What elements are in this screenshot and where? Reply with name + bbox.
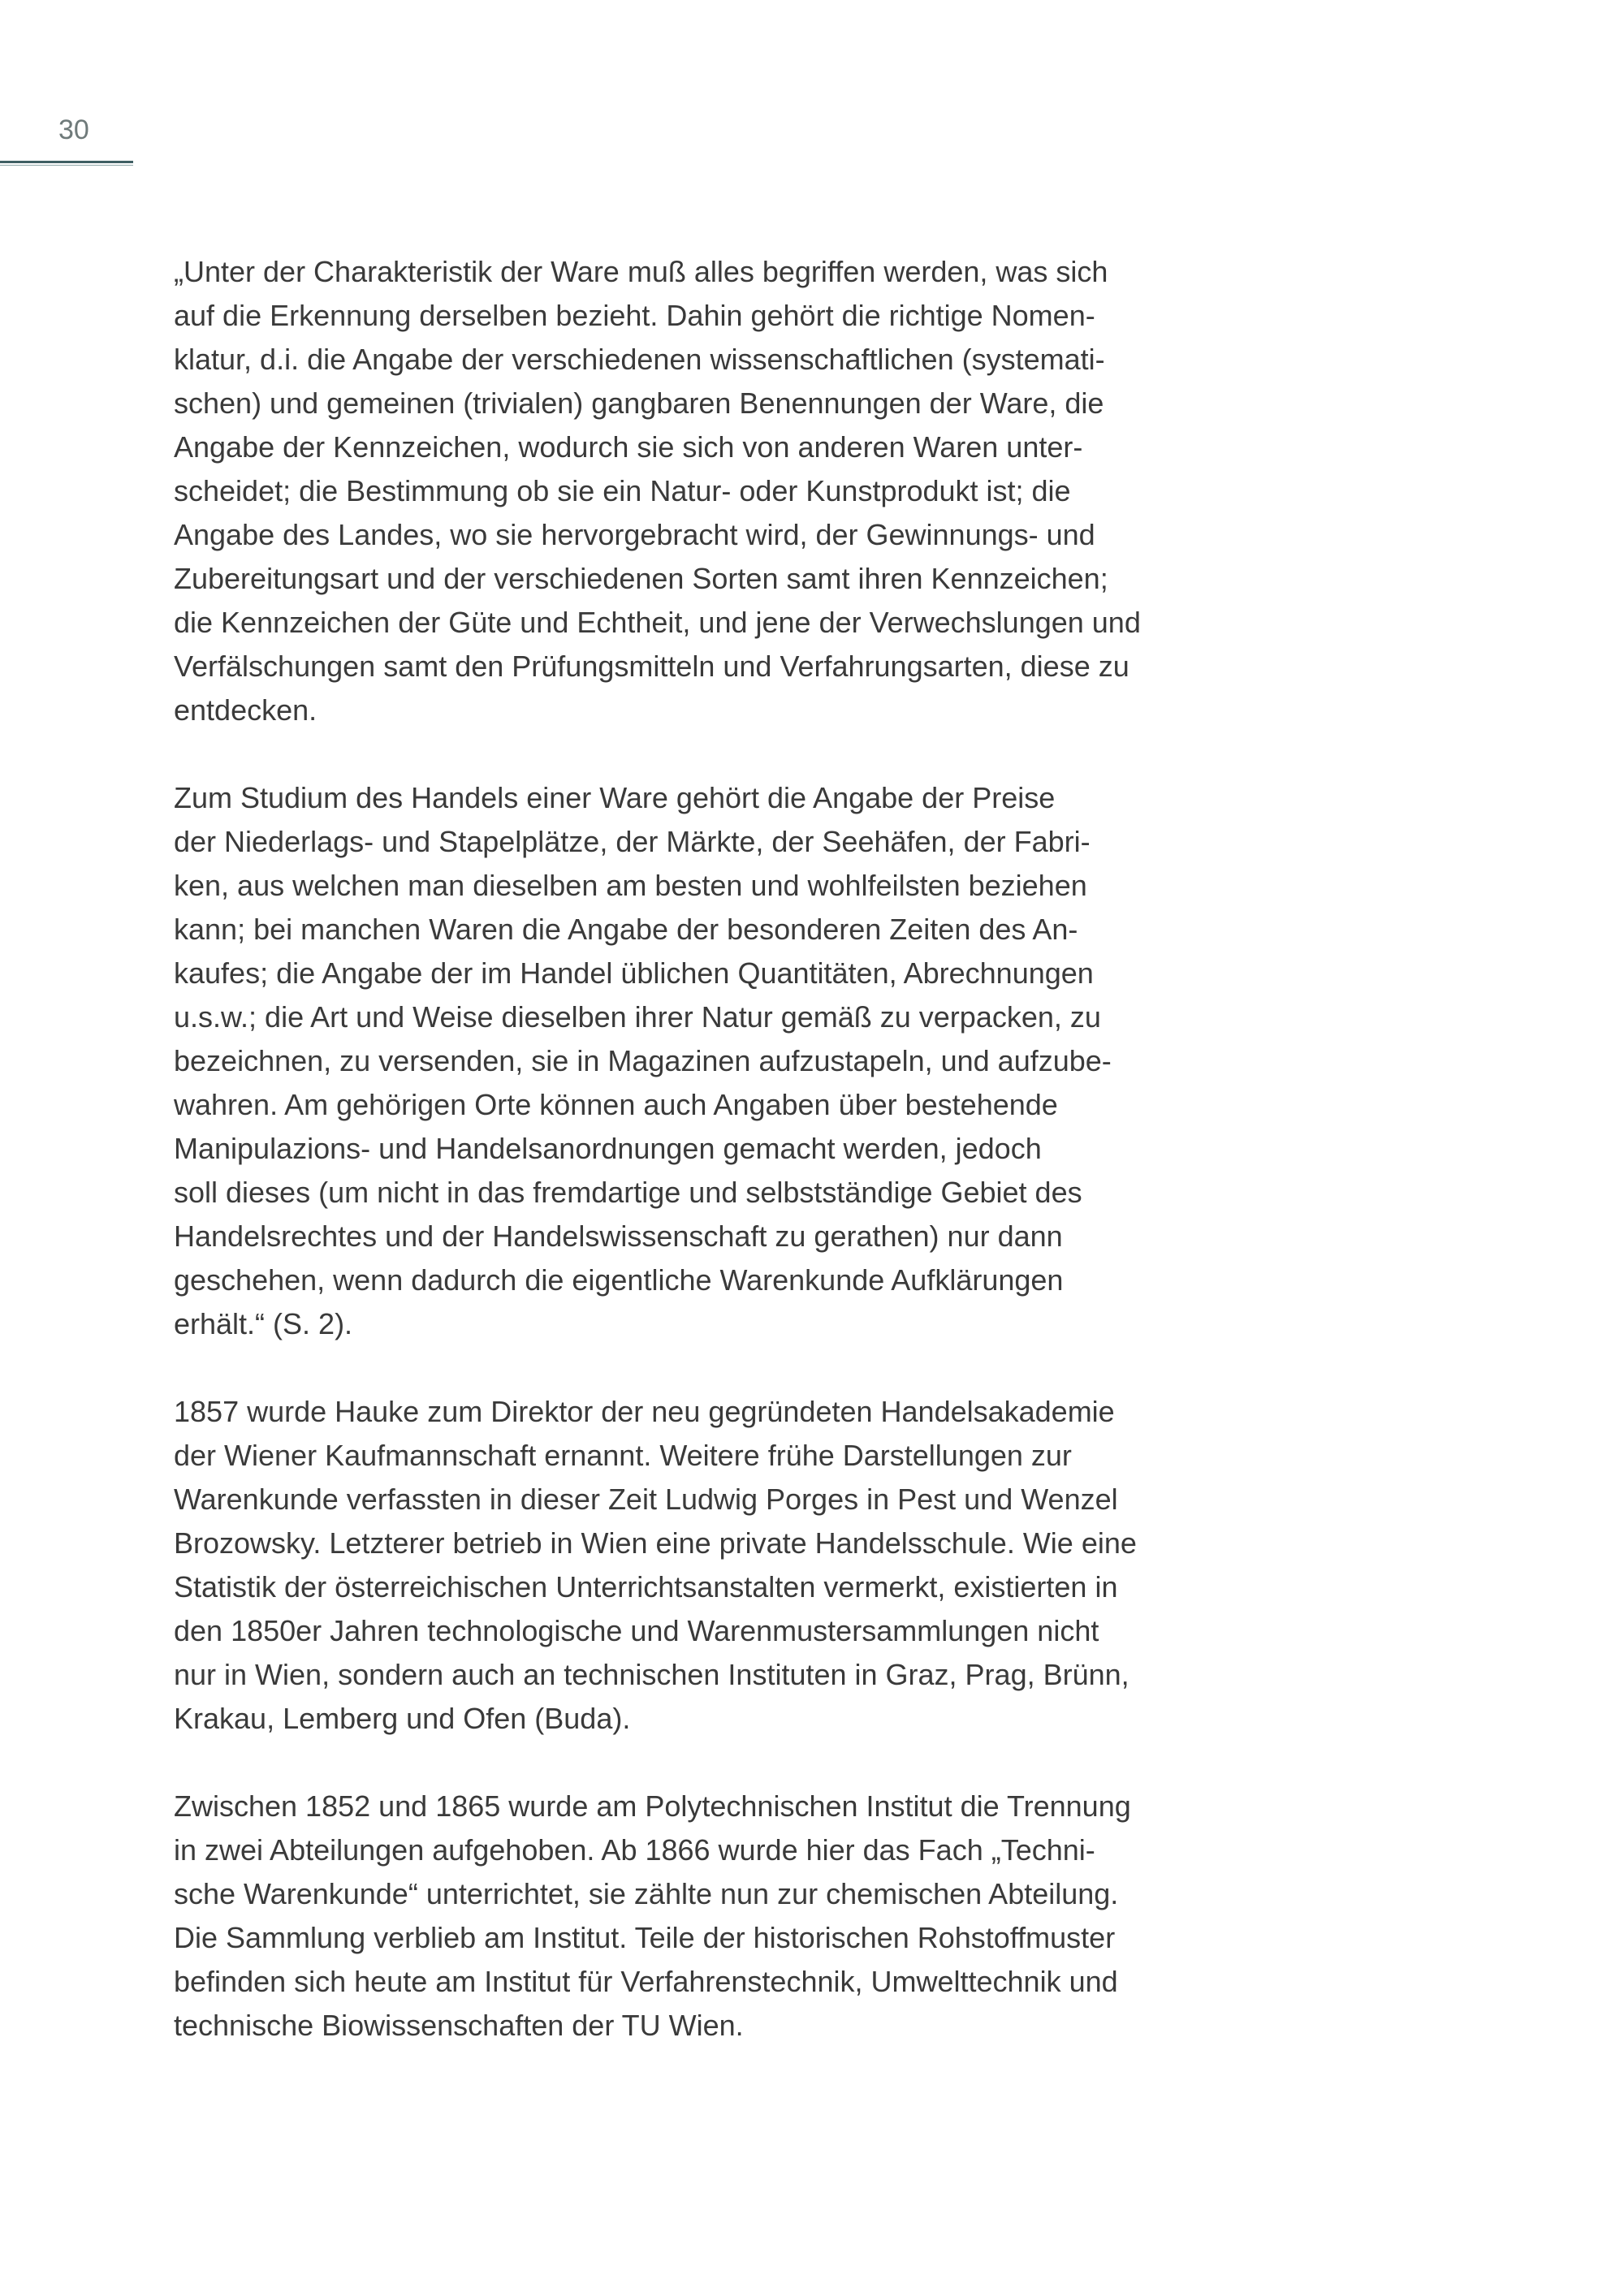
text-line: ken, aus welchen man dieselben am besten und wohlfeilsten beziehen — [174, 869, 1087, 902]
text-line: den 1850er Jahren technologische und Warenmustersammlungen nicht — [174, 1614, 1099, 1647]
body-text — [174, 250, 1311, 2091]
text-line: Zubereitungsart und der verschiedenen Sorten samt ihren Kennzeichen; — [174, 562, 1108, 595]
text-line: Angabe des Landes, wo sie hervorgebracht wird, der Gewinnungs- und — [174, 518, 1095, 551]
text-line: Verfälschungen samt den Prüfungsmitteln und Verfahrungsarten, diese zu — [174, 650, 1129, 683]
paragraph — [174, 1785, 1311, 2048]
text-line: klatur, d.i. die Angabe der verschiedenen wissenschaftlichen (systemati- — [174, 343, 1105, 376]
text-line: sche Warenkunde“ unterrichtet, sie zählte nun zur chemischen Abteilung. — [174, 1877, 1119, 1910]
text-line: Manipulazions- und Handelsanordnungen gemacht werden, jedoch — [174, 1132, 1042, 1165]
text-line: auf die Erkennung derselben bezieht. Dahin gehört die richtige Nomen- — [174, 299, 1095, 332]
text-line: der Niederlags- und Stapelplätze, der Märkte, der Seehäfen, der Fabri- — [174, 825, 1091, 858]
text-line: die Kennzeichen der Güte und Echtheit, und jene der Verwechslungen und — [174, 606, 1141, 639]
paragraph — [174, 250, 1311, 732]
text-line: Zwischen 1852 und 1865 wurde am Polytechnischen Institut die Trennung — [174, 1789, 1131, 1823]
page-number: 30 — [58, 114, 89, 145]
text-line: nur in Wien, sondern auch an technischen Instituten in Graz, Prag, Brünn, — [174, 1658, 1129, 1691]
text-line: wahren. Am gehörigen Orte können auch Angaben über bestehende — [174, 1088, 1058, 1121]
text-line: entdecken. — [174, 693, 317, 727]
text-line: 1857 wurde Hauke zum Direktor der neu gegründeten Handelsakademie — [174, 1395, 1115, 1428]
text-line: soll dieses (um nicht in das fremdartige und selbstständige Gebiet des — [174, 1176, 1082, 1209]
text-line: Handelsrechtes und der Handelswissenschaft zu gerathen) nur dann — [174, 1219, 1063, 1253]
text-line: in zwei Abteilungen aufgehoben. Ab 1866 wurde hier das Fach „Techni- — [174, 1833, 1095, 1867]
text-line: technische Biowissenschaften der TU Wien. — [174, 2009, 744, 2042]
text-line: Zum Studium des Handels einer Ware gehört die Angabe der Preise — [174, 781, 1056, 814]
text-line: geschehen, wenn dadurch die eigentliche Warenkunde Aufklärungen — [174, 1263, 1064, 1297]
paragraph — [174, 776, 1311, 1346]
text-line: bezeichnen, zu versenden, sie in Magazinen aufzustapeln, und aufzube- — [174, 1044, 1112, 1077]
text-line: kann; bei manchen Waren die Angabe der besonderen Zeiten des An- — [174, 913, 1078, 946]
text-line: scheidet; die Bestimmung ob sie ein Natur- oder Kunstprodukt ist; die — [174, 474, 1071, 507]
text-line: der Wiener Kaufmannschaft ernannt. Weitere frühe Darstellungen zur — [174, 1439, 1072, 1472]
text-line: erhält.“ (S. 2). — [174, 1307, 353, 1340]
text-line: Warenkunde verfassten in dieser Zeit Ludwig Porges in Pest und Wenzel — [174, 1483, 1118, 1516]
text-line: Die Sammlung verblieb am Institut. Teile der historischen Rohstoffmuster — [174, 1921, 1116, 1954]
text-line: Angabe der Kennzeichen, wodurch sie sich von anderen Waren unter- — [174, 430, 1083, 464]
header-rule-thin — [0, 165, 133, 166]
header-rule — [0, 161, 133, 163]
text-line: Statistik der österreichischen Unterrichtsanstalten vermerkt, existierten in — [174, 1570, 1118, 1604]
text-line: Brozowsky. Letzterer betrieb in Wien eine private Handelsschule. Wie eine — [174, 1526, 1137, 1560]
text-line: Krakau, Lemberg und Ofen (Buda). — [174, 1702, 631, 1735]
text-line: kaufes; die Angabe der im Handel üblichen Quantitäten, Abrechnungen — [174, 956, 1094, 990]
text-line: befinden sich heute am Institut für Verfahrenstechnik, Umwelttechnik und — [174, 1965, 1118, 1998]
paragraph — [174, 1390, 1311, 1741]
text-line: u.s.w.; die Art und Weise dieselben ihrer Natur gemäß zu verpacken, zu — [174, 1000, 1101, 1034]
text-line: schen) und gemeinen (trivialen) gangbaren Benennungen der Ware, die — [174, 386, 1104, 420]
text-line: „Unter der Charakteristik der Ware muß alles begriffen werden, was sich — [174, 255, 1108, 288]
